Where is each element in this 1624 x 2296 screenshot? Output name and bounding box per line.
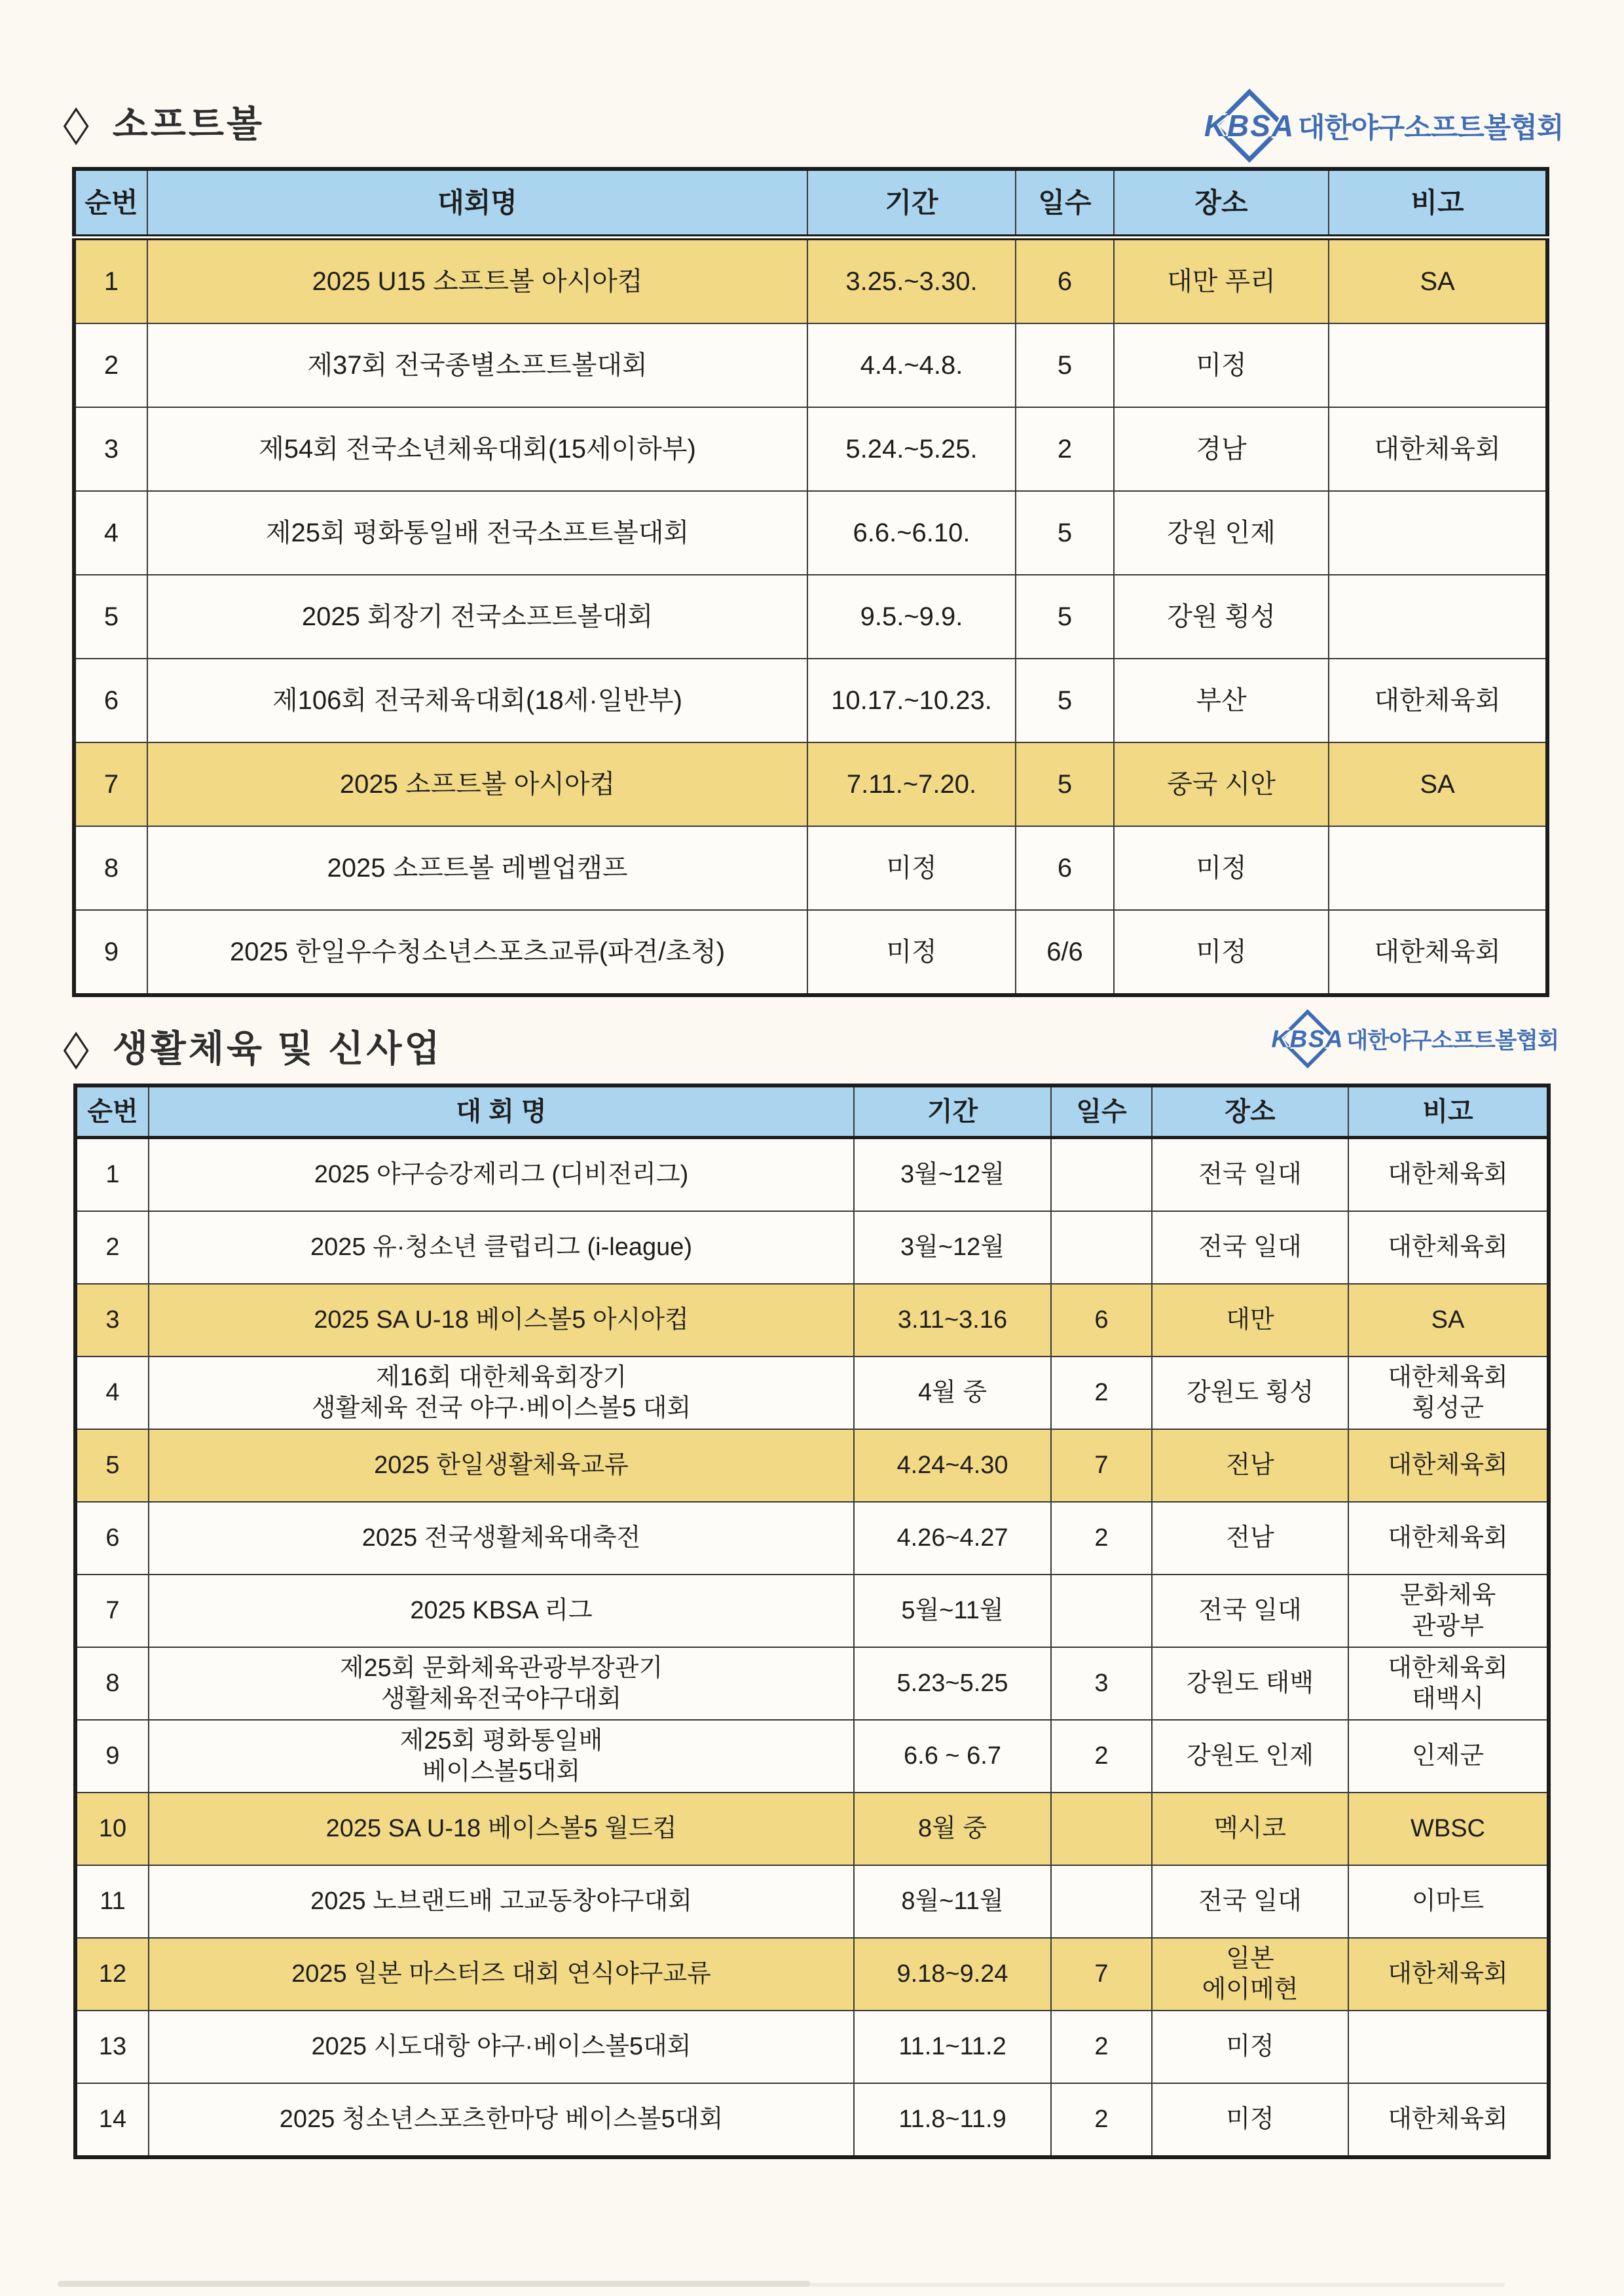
cell-period: 5.23~5.25: [854, 1647, 1051, 1720]
cell-no: 9: [74, 910, 147, 995]
cell-place: 강원도 태백: [1152, 1647, 1348, 1720]
table-row: [74, 323, 1547, 407]
cell-days: 6: [1016, 238, 1114, 324]
cell-name: 2025 KBSA 리그: [149, 1575, 854, 1647]
cell-note: 문화체육 관광부: [1348, 1575, 1549, 1647]
section-title-lifesports: [60, 1019, 443, 1075]
cell-name: 제54회 전국소년체육대회(15세이하부): [147, 407, 807, 491]
cell-days: 6/6: [1016, 910, 1114, 995]
cell-place: 전남: [1152, 1429, 1348, 1502]
cell-days: 2: [1051, 1502, 1152, 1575]
column-header: 순번: [74, 169, 147, 238]
cell-note: 대한체육회: [1329, 659, 1547, 742]
table-row: [75, 2083, 1549, 2157]
table-row: [74, 659, 1547, 742]
cell-period: 미정: [807, 826, 1016, 910]
table-row: [75, 1211, 1549, 1284]
cell-days: 5: [1016, 323, 1114, 407]
cell-no: 7: [74, 742, 147, 826]
cell-period: 3.25.~3.30.: [807, 238, 1016, 324]
column-header: 기간: [807, 169, 1016, 238]
cell-days: 2: [1016, 407, 1114, 491]
cell-place: 부산: [1114, 659, 1329, 742]
table-row: [75, 1575, 1549, 1647]
cell-name: 제25회 평화통일배 베이스볼5대회: [149, 1720, 854, 1793]
kbsa-wordmark: KBSA: [1204, 109, 1295, 143]
cell-no: 3: [75, 1284, 149, 1357]
cell-name: 제37회 전국종별소프트볼대회: [147, 323, 807, 407]
cell-days: 6: [1016, 826, 1114, 910]
cell-days: [1051, 1575, 1152, 1647]
cell-days: 7: [1051, 1938, 1152, 2011]
cell-place: 미정: [1114, 910, 1329, 995]
cell-period: 3월~12월: [854, 1138, 1051, 1212]
cell-period: 3.11~3.16: [854, 1284, 1051, 1357]
cell-name: 2025 유·청소년 클럽리그 (i-league): [149, 1211, 854, 1284]
cell-period: 11.8~11.9: [854, 2083, 1051, 2157]
cell-days: [1051, 1138, 1152, 1212]
kbsa-logo: [1271, 1010, 1559, 1068]
table-body: [75, 1138, 1549, 2158]
column-header: 일수: [1051, 1085, 1152, 1138]
cell-name: 2025 야구승강제리그 (디비전리그): [149, 1138, 854, 1212]
table-row: [75, 2011, 1549, 2083]
cell-no: 2: [75, 1211, 149, 1284]
cell-no: 4: [75, 1357, 149, 1429]
cell-no: 3: [74, 407, 147, 491]
cell-name: 제25회 평화통일배 전국소프트볼대회: [147, 491, 807, 575]
cell-place: 중국 시안: [1114, 742, 1329, 826]
cell-note: [1348, 2011, 1549, 2083]
cell-no: 2: [74, 323, 147, 407]
cell-period: 7.11.~7.20.: [807, 742, 1016, 826]
diamond-bullet-icon: ◇: [63, 1019, 92, 1075]
cell-days: [1051, 1211, 1152, 1284]
column-header: 대회명: [147, 169, 807, 238]
cell-days: 2: [1051, 2011, 1152, 2083]
cell-period: 10.17.~10.23.: [807, 659, 1016, 742]
cell-note: 대한체육회: [1329, 910, 1547, 995]
org-name-text: 대한야구소프트볼협회: [1298, 112, 1564, 144]
cell-no: 9: [75, 1720, 149, 1793]
table-row: [75, 1357, 1549, 1429]
cell-name: 제25회 문화체육관광부장관기 생활체육전국야구대회: [149, 1647, 854, 1720]
cell-period: 8월 중: [854, 1793, 1051, 1865]
section-title-text: 생활체육 및 신사업: [112, 1028, 443, 1069]
cell-no: 4: [74, 491, 147, 575]
cell-days: 2: [1051, 1357, 1152, 1429]
section-title-softball: [60, 95, 265, 151]
cell-no: 6: [74, 659, 147, 742]
cell-days: 5: [1016, 491, 1114, 575]
cell-note: [1329, 575, 1547, 659]
cell-place: 일본 에이메현: [1152, 1938, 1348, 2011]
cell-days: 5: [1016, 575, 1114, 659]
cell-name: 2025 SA U-18 베이스볼5 아시아컵: [149, 1284, 854, 1357]
cell-name: 2025 전국생활체육대축전: [149, 1502, 854, 1575]
cell-no: 11: [75, 1865, 149, 1938]
cell-name: 2025 U15 소프트볼 아시아컵: [147, 238, 807, 324]
cell-note: [1329, 826, 1547, 910]
table-header-row: [75, 1085, 1549, 1138]
cell-place: 전국 일대: [1152, 1138, 1348, 1212]
cell-name: 2025 SA U-18 베이스볼5 월드컵: [149, 1793, 854, 1865]
cell-period: 미정: [807, 910, 1016, 995]
cell-no: 1: [74, 238, 147, 324]
section-title-text: 소프트볼: [112, 103, 265, 145]
table-row: [75, 1138, 1549, 1212]
cell-days: [1051, 1865, 1152, 1938]
cell-period: 5월~11월: [854, 1575, 1051, 1647]
table-row: [74, 575, 1547, 659]
cell-period: 11.1~11.2: [854, 2011, 1051, 2083]
cell-place: 경남: [1114, 407, 1329, 491]
cell-no: 12: [75, 1938, 149, 2011]
cell-name: 2025 노브랜드배 고교동창야구대회: [149, 1865, 854, 1938]
cell-period: 4.4.~4.8.: [807, 323, 1016, 407]
cell-note: 대한체육회: [1348, 1138, 1549, 1212]
table-body: [74, 238, 1547, 996]
table-row: [74, 491, 1547, 575]
cell-note: 대한체육회: [1329, 407, 1547, 491]
cell-no: 1: [75, 1138, 149, 1212]
cell-place: 강원도 횡성: [1152, 1357, 1348, 1429]
cell-period: 9.5.~9.9.: [807, 575, 1016, 659]
cell-days: 2: [1051, 1720, 1152, 1793]
cell-no: 8: [74, 826, 147, 910]
column-header: 비고: [1329, 169, 1547, 238]
table-row: [75, 1865, 1549, 1938]
kbsa-diamond-logo-icon: [1271, 1010, 1344, 1068]
cell-name: 제16회 대한체육회장기 생활체육 전국 야구·베이스볼5 대회: [149, 1357, 854, 1429]
scan-artifact: [811, 2283, 1505, 2287]
cell-period: 5.24.~5.25.: [807, 407, 1016, 491]
table-row: [74, 910, 1547, 995]
column-header: 대 회 명: [149, 1085, 854, 1138]
cell-days: 5: [1016, 659, 1114, 742]
cell-period: 4월 중: [854, 1357, 1051, 1429]
cell-note: 인제군: [1348, 1720, 1549, 1793]
cell-place: 대만: [1152, 1284, 1348, 1357]
cell-place: 강원도 인제: [1152, 1720, 1348, 1793]
scan-artifact: [58, 2281, 811, 2287]
cell-note: 대한체육회: [1348, 2083, 1549, 2157]
kbsa-wordmark: KBSA: [1271, 1025, 1344, 1053]
cell-note: 대한체육회: [1348, 1938, 1549, 2011]
cell-name: 2025 한일우수청소년스포츠교류(파견/초청): [147, 910, 807, 995]
cell-note: 대한체육회 태백시: [1348, 1647, 1549, 1720]
cell-period: 6.6.~6.10.: [807, 491, 1016, 575]
cell-period: 9.18~9.24: [854, 1938, 1051, 2011]
cell-note: SA: [1329, 238, 1547, 324]
column-header: 일수: [1016, 169, 1114, 238]
cell-days: 2: [1051, 2083, 1152, 2157]
cell-period: 4.24~4.30: [854, 1429, 1051, 1502]
cell-place: 미정: [1152, 2011, 1348, 2083]
table-row: [75, 1429, 1549, 1502]
cell-note: SA: [1329, 742, 1547, 826]
cell-place: 대만 푸리: [1114, 238, 1329, 324]
table-row: [75, 1647, 1549, 1720]
cell-place: 전국 일대: [1152, 1865, 1348, 1938]
cell-place: 전남: [1152, 1502, 1348, 1575]
table-row: [75, 1502, 1549, 1575]
cell-name: 2025 일본 마스터즈 대회 연식야구교류: [149, 1938, 854, 2011]
table-row: [75, 1938, 1549, 2011]
softball-schedule-table: [72, 167, 1549, 997]
cell-name: 2025 소프트볼 레벨업캠프: [147, 826, 807, 910]
cell-days: 3: [1051, 1647, 1152, 1720]
table-row: [75, 1793, 1549, 1865]
cell-name: 2025 회장기 전국소프트볼대회: [147, 575, 807, 659]
cell-note: [1329, 491, 1547, 575]
table-row: [75, 1284, 1549, 1357]
cell-period: 8월~11월: [854, 1865, 1051, 1938]
table-row: [74, 407, 1547, 491]
table-header-row: [74, 169, 1547, 238]
cell-place: 전국 일대: [1152, 1575, 1348, 1647]
cell-note: 대한체육회: [1348, 1211, 1549, 1284]
cell-days: 5: [1016, 742, 1114, 826]
kbsa-logo: [1204, 89, 1564, 162]
cell-name: 제106회 전국체육대회(18세·일반부): [147, 659, 807, 742]
cell-name: 2025 소프트볼 아시아컵: [147, 742, 807, 826]
cell-no: 6: [75, 1502, 149, 1575]
cell-note: [1329, 323, 1547, 407]
cell-no: 13: [75, 2011, 149, 2083]
column-header: 순번: [75, 1085, 149, 1138]
cell-note: WBSC: [1348, 1793, 1549, 1865]
cell-no: 5: [74, 575, 147, 659]
cell-note: 이마트: [1348, 1865, 1549, 1938]
cell-place: 강원 인제: [1114, 491, 1329, 575]
table-row: [74, 826, 1547, 910]
cell-period: 3월~12월: [854, 1211, 1051, 1284]
diamond-bullet-icon: ◇: [63, 95, 92, 151]
column-header: 장소: [1114, 169, 1329, 238]
cell-days: [1051, 1793, 1152, 1865]
cell-no: 14: [75, 2083, 149, 2157]
column-header: 기간: [854, 1085, 1051, 1138]
cell-place: 전국 일대: [1152, 1211, 1348, 1284]
cell-name: 2025 시도대항 야구·베이스볼5대회: [149, 2011, 854, 2083]
kbsa-diamond-logo-icon: [1204, 89, 1295, 162]
table-row: [75, 1720, 1549, 1793]
column-header: 장소: [1152, 1085, 1348, 1138]
cell-name: 2025 청소년스포츠한마당 베이스볼5대회: [149, 2083, 854, 2157]
cell-days: 6: [1051, 1284, 1152, 1357]
cell-place: 멕시코: [1152, 1793, 1348, 1865]
cell-period: 6.6 ~ 6.7: [854, 1720, 1051, 1793]
cell-period: 4.26~4.27: [854, 1502, 1051, 1575]
cell-place: 미정: [1152, 2083, 1348, 2157]
cell-note: SA: [1348, 1284, 1549, 1357]
cell-no: 7: [75, 1575, 149, 1647]
cell-place: 미정: [1114, 826, 1329, 910]
cell-no: 10: [75, 1793, 149, 1865]
cell-no: 5: [75, 1429, 149, 1502]
table-row: [74, 742, 1547, 826]
table-row: [74, 238, 1547, 324]
cell-name: 2025 한일생활체육교류: [149, 1429, 854, 1502]
org-name-text: 대한야구소프트볼협회: [1346, 1028, 1559, 1053]
cell-days: 7: [1051, 1429, 1152, 1502]
cell-note: 대한체육회: [1348, 1429, 1549, 1502]
cell-place: 강원 횡성: [1114, 575, 1329, 659]
cell-place: 미정: [1114, 323, 1329, 407]
cell-no: 8: [75, 1647, 149, 1720]
column-header: 비고: [1348, 1085, 1549, 1138]
cell-note: 대한체육회: [1348, 1502, 1549, 1575]
cell-note: 대한체육회 횡성군: [1348, 1357, 1549, 1429]
lifesports-schedule-table: [73, 1084, 1551, 2159]
